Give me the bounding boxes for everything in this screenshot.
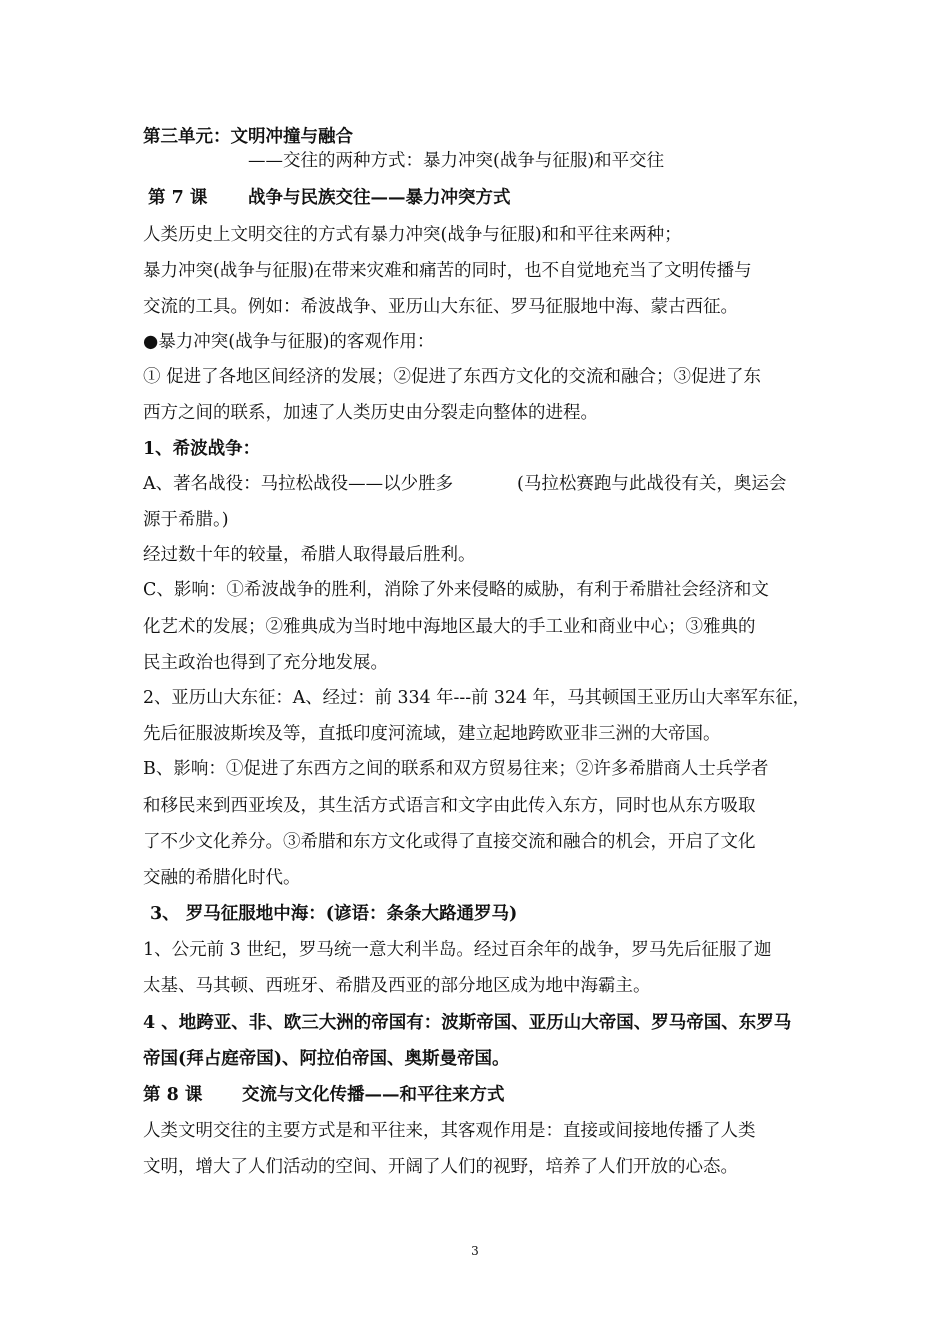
paragraph-line: 和移民来到西亚埃及，其生活方式语言和文字由此传入东方，同时也从东方吸取 (143, 796, 756, 816)
paragraph-line: 先后征服波斯埃及等，直抵印度河流域，建立起地跨欧亚非三洲的大帝国。 (143, 724, 721, 744)
paragraph-line: C、影响：①希波战争的胜利，消除了外来侵略的威胁，有利于希腊社会经济和文 (143, 580, 769, 600)
lesson7-number: 第 7 课 (148, 188, 208, 208)
paragraph-line: 民主政治也得到了充分地发展。 (143, 653, 388, 673)
paragraph-line: 1、公元前 3 世纪，罗马统一意大利半岛。经过百余年的战争，罗马先后征服了迦 (143, 940, 772, 960)
section4-line: 4 、地跨亚、非、欧三大洲的帝国有：波斯帝国、亚历山大帝国、罗马帝国、东罗马 (143, 1013, 792, 1033)
paragraph-line: 暴力冲突(战争与征服)在带来灾难和痛苦的同时，也不自觉地充当了文明传播与 (143, 261, 752, 281)
paragraph-line: 人类文明交往的主要方式是和平往来，其客观作用是：直接或间接地传播了人类 (143, 1121, 756, 1141)
lesson8-title: 交流与文化传播——和平往来方式 (242, 1085, 505, 1105)
section4-line: 帝国(拜占庭帝国)、阿拉伯帝国、奥斯曼帝国。 (143, 1049, 510, 1069)
paragraph-line: 交融的希腊化时代。 (143, 868, 301, 888)
effect-heading: ●暴力冲突(战争与征服)的客观作用： (143, 332, 435, 352)
paragraph-note: (马拉松赛跑与此战役有关，奥运会 (517, 474, 787, 494)
unit-subtitle: ——交往的两种方式：暴力冲突(战争与征服)和平交往 (248, 151, 665, 171)
section1-heading: 1、希波战争： (143, 439, 261, 459)
paragraph-line: ① 促进了各地区间经济的发展；②促进了东西方文化的交流和融合；③促进了东 (143, 367, 762, 387)
paragraph-line: 了不少文化养分。③希腊和东方文化或得了直接交流和融合的机会，开启了文化 (143, 832, 756, 852)
paragraph-line: 经过数十年的较量，希腊人取得最后胜利。 (143, 545, 476, 565)
paragraph-line: 化艺术的发展；②雅典成为当时地中海地区最大的手工业和商业中心；③雅典的 (143, 617, 756, 637)
paragraph-line: 源于希腊。) (143, 510, 229, 530)
lesson8-number: 第 8 课 (143, 1085, 203, 1105)
section3-heading: 3、 罗马征服地中海：(谚语：条条大路通罗马) (150, 904, 518, 924)
paragraph-line: 文明，增大了人们活动的空间、开阔了人们的视野，培养了人们开放的心态。 (143, 1157, 738, 1177)
page-number: 3 (471, 1244, 479, 1258)
paragraph-line: B、影响：①促进了东西方之间的联系和双方贸易往来；②许多希腊商人士兵学者 (143, 759, 769, 779)
paragraph-line: 2、亚历山大东征：A、经过：前 334 年---前 324 年，马其顿国王亚历山大率军东征， (143, 688, 811, 708)
paragraph-line: 太基、马其顿、西班牙、希腊及西亚的部分地区成为地中海霸主。 (143, 976, 651, 996)
paragraph-line: 交流的工具。例如：希波战争、亚历山大东征、罗马征服地中海、蒙古西征。 (143, 297, 738, 317)
paragraph-line: 人类历史上文明交往的方式有暴力冲突(战争与征服)和和平往来两种； (143, 225, 682, 245)
lesson7-title: 战争与民族交往——暴力冲突方式 (248, 188, 511, 208)
paragraph-line: 西方之间的联系，加速了人类历史由分裂走向整体的进程。 (143, 403, 598, 423)
paragraph-line: A、著名战役：马拉松战役——以少胜多 (143, 474, 454, 494)
unit-title: 第三单元：文明冲撞与融合 (143, 127, 353, 147)
